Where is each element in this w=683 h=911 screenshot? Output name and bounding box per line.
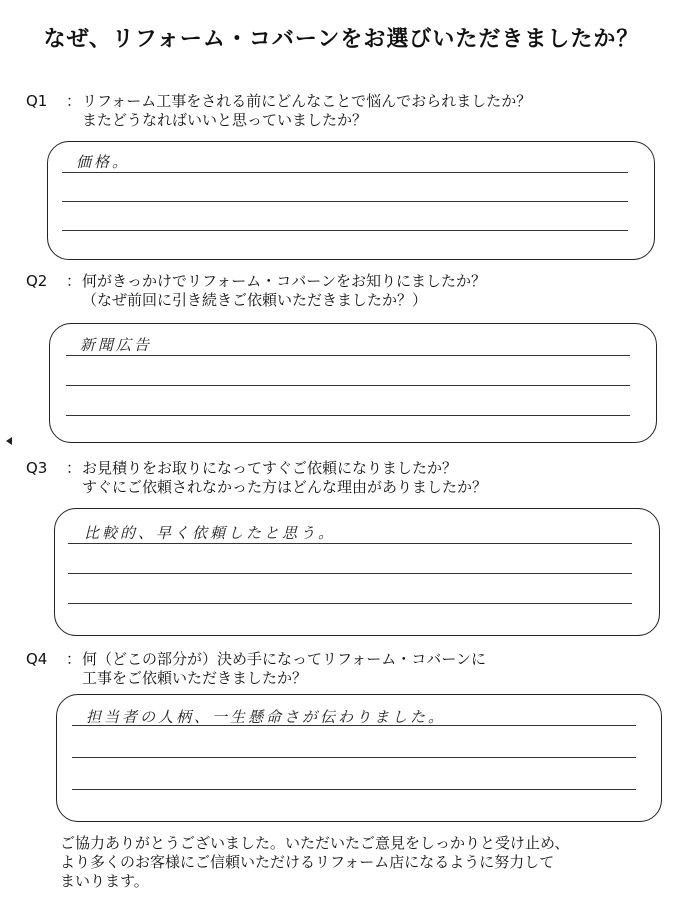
question-text-line1: リフォーム工事をされる前にどんなことで悩んでおられましたか？ bbox=[82, 92, 532, 110]
page-title: なぜ、リフォーム・コバーンをお選びいただきましたか？ bbox=[43, 27, 640, 52]
answer-text-4: 担当者の人柄、一生懸命さが伝わりました。 bbox=[86, 708, 447, 726]
question-4 bbox=[26, 650, 486, 688]
answer-line bbox=[68, 573, 632, 574]
page-marker-icon bbox=[6, 437, 12, 445]
question-text-line1: お見積りをお取りになってすぐご依頼になりましたか？ bbox=[82, 459, 458, 477]
question-colon: ： bbox=[66, 272, 82, 290]
answer-line bbox=[62, 172, 628, 173]
closing-line3: まいります。 bbox=[60, 872, 149, 890]
question-text-line2: 工事をご依頼いただきましたか？ bbox=[82, 669, 308, 687]
answer-text-2: 新聞広告 bbox=[80, 336, 153, 354]
closing-line1: ご協力ありがとうございました。いただいたご意見をしっかりと受け止め、 bbox=[60, 834, 570, 852]
question-colon: ： bbox=[66, 650, 82, 668]
answer-line bbox=[62, 201, 628, 202]
question-colon: ： bbox=[66, 92, 82, 110]
answer-line bbox=[68, 603, 632, 604]
question-1 bbox=[26, 92, 531, 130]
closing-line2: より多くのお客様にご信頼いただけるリフォーム店になるように努力して bbox=[60, 853, 555, 871]
answer-line bbox=[62, 230, 628, 231]
answer-line bbox=[68, 543, 632, 544]
question-text-line2: （なぜ前回に引き続きご依頼いただきましたか？） bbox=[82, 291, 428, 309]
question-text-line1: 何（どこの部分が）決め手になってリフォーム・コバーンに bbox=[82, 650, 486, 668]
answer-text-3: 比較的、早く依頼したと思う。 bbox=[84, 524, 337, 542]
answer-text-1: 価格。 bbox=[76, 153, 131, 171]
answer-line bbox=[72, 789, 636, 790]
question-3 bbox=[26, 459, 487, 497]
answer-line bbox=[66, 355, 630, 356]
answer-line bbox=[72, 757, 636, 758]
question-number: Q4 bbox=[26, 650, 48, 668]
question-number: Q1 bbox=[26, 92, 48, 110]
question-text-line1: 何がきっかけでリフォーム・コバーンをお知りにましたか？ bbox=[82, 272, 486, 290]
answer-line bbox=[66, 385, 630, 386]
closing-message bbox=[60, 834, 660, 891]
question-text-line2: またどうなればいいと思っていましたか？ bbox=[82, 111, 368, 129]
question-number: Q3 bbox=[26, 459, 48, 477]
question-text-line2: すぐにご依頼されなかった方はどんな理由がありましたか？ bbox=[82, 478, 488, 496]
answer-line bbox=[66, 415, 630, 416]
question-colon: ： bbox=[66, 459, 82, 477]
question-number: Q2 bbox=[26, 272, 48, 290]
question-2 bbox=[26, 272, 486, 310]
